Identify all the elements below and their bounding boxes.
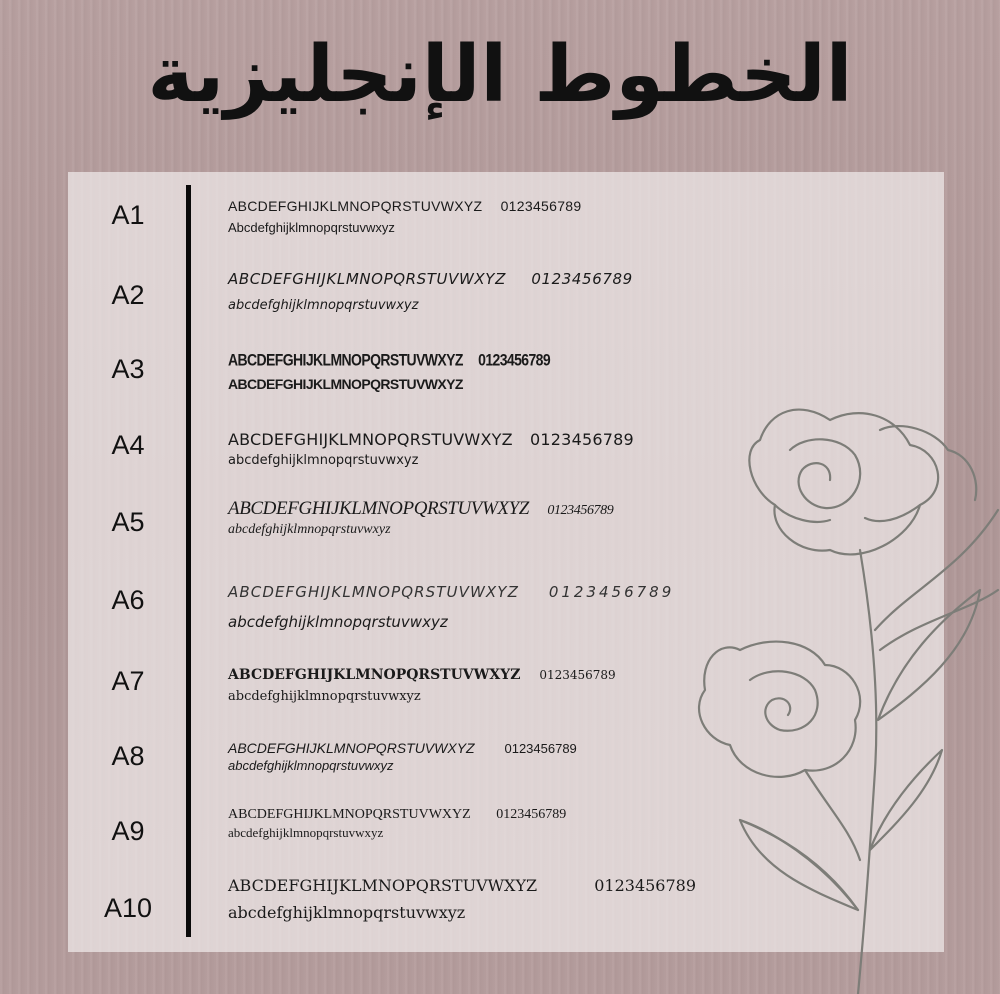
lowercase-sample: abcdefghijklmnopqrstuvwxyz xyxy=(228,298,419,313)
row-label-a1: A1 xyxy=(111,200,145,230)
row-label-a4: A4 xyxy=(111,430,145,460)
page-title: الخطوط الإنجليزية xyxy=(147,30,853,120)
digits-sample: 0123456789 xyxy=(548,583,675,601)
uppercase-sample: ABCDEFGHIJKLMNOPQRSTUVWXYZ xyxy=(228,198,483,214)
font-sample-a7 xyxy=(228,667,616,704)
row-label-a7: A7 xyxy=(111,666,145,696)
row-label-a10: A10 xyxy=(103,893,153,923)
uppercase-sample: ABCDEFGHIJKLMNOPQRSTUVWXYZ xyxy=(228,740,475,756)
lowercase-sample: abcdefghijklmnopqrstuvwxyz xyxy=(228,522,391,537)
font-sample-a10 xyxy=(228,876,696,922)
uppercase-sample: ABCDEFGHIJKLMNOPQRSTUVWXYZ xyxy=(228,583,519,601)
uppercase-sample: ABCDEFGHIJKLMNOPQRSTUVWXYZ xyxy=(228,498,529,519)
digits-sample: 0123456789 xyxy=(594,876,697,895)
font-sample-a5 xyxy=(228,498,613,538)
font-sample-a9 xyxy=(228,807,566,841)
uppercase-sample: ABCDEFGHIJKLMNOPQRSTUVWXYZ xyxy=(228,876,538,895)
lowercase-sample: abcdefghijklmnopqrstuvwxyz xyxy=(228,453,419,468)
digits-sample: 0123456789 xyxy=(478,350,551,370)
lowercase-sample: abcdefghijklmnopqrstuvwxyz xyxy=(228,689,421,704)
digits-sample: 0123456789 xyxy=(539,668,616,682)
row-label-a3: A3 xyxy=(111,354,145,384)
digits-sample: 0123456789 xyxy=(531,270,633,288)
digits-sample: 0123456789 xyxy=(504,741,577,756)
font-sample-a3 xyxy=(228,350,550,392)
font-sample-a4 xyxy=(228,430,634,468)
row-label-a8: A8 xyxy=(111,741,145,771)
lowercase-sample: abcdefghijklmnopqrstuvwxyz xyxy=(228,758,394,773)
lowercase-sample: ABCDEFGHIJKLMNOPQRSTUVWXYZ xyxy=(228,376,463,392)
lowercase-sample: abcdefghijklmnopqrstuvwxyz xyxy=(228,903,466,922)
row-label-a9: A9 xyxy=(111,816,145,846)
row-label-a5: A5 xyxy=(111,507,145,537)
lowercase-sample: abcdefghijklmnopqrstuvwxyz xyxy=(228,825,384,840)
rose-illustration-icon xyxy=(680,390,1000,994)
row-label-a6: A6 xyxy=(111,585,145,615)
font-sample-a6 xyxy=(228,583,674,631)
font-sample-a8 xyxy=(228,740,577,773)
lowercase-sample: abcdefghijklmnopqrstuvwxyz xyxy=(228,613,448,631)
digits-sample: 0123456789 xyxy=(500,198,582,214)
row-label-a2: A2 xyxy=(111,280,145,310)
uppercase-sample: ABCDEFGHIJKLMNOPQRSTUVWXYZ xyxy=(228,350,463,370)
digits-sample: 0123456789 xyxy=(547,503,614,518)
font-sample-a1 xyxy=(228,198,581,235)
lowercase-sample: Abcdefghijklmnopqrstuvwxyz xyxy=(228,220,395,235)
uppercase-sample: ABCDEFGHIJKLMNOPQRSTUVWXYZ xyxy=(228,270,506,288)
digits-sample: 0123456789 xyxy=(496,807,567,822)
uppercase-sample: ABCDEFGHIJKLMNOPQRSTUVWXYZ xyxy=(228,807,471,822)
digits-sample: 0123456789 xyxy=(530,430,634,449)
uppercase-sample: ABCDEFGHIJKLMNOPQRSTUVWXYZ xyxy=(228,667,521,683)
font-sample-a2 xyxy=(228,270,633,313)
uppercase-sample: ABCDEFGHIJKLMNOPQRSTUVWXYZ xyxy=(228,430,513,449)
